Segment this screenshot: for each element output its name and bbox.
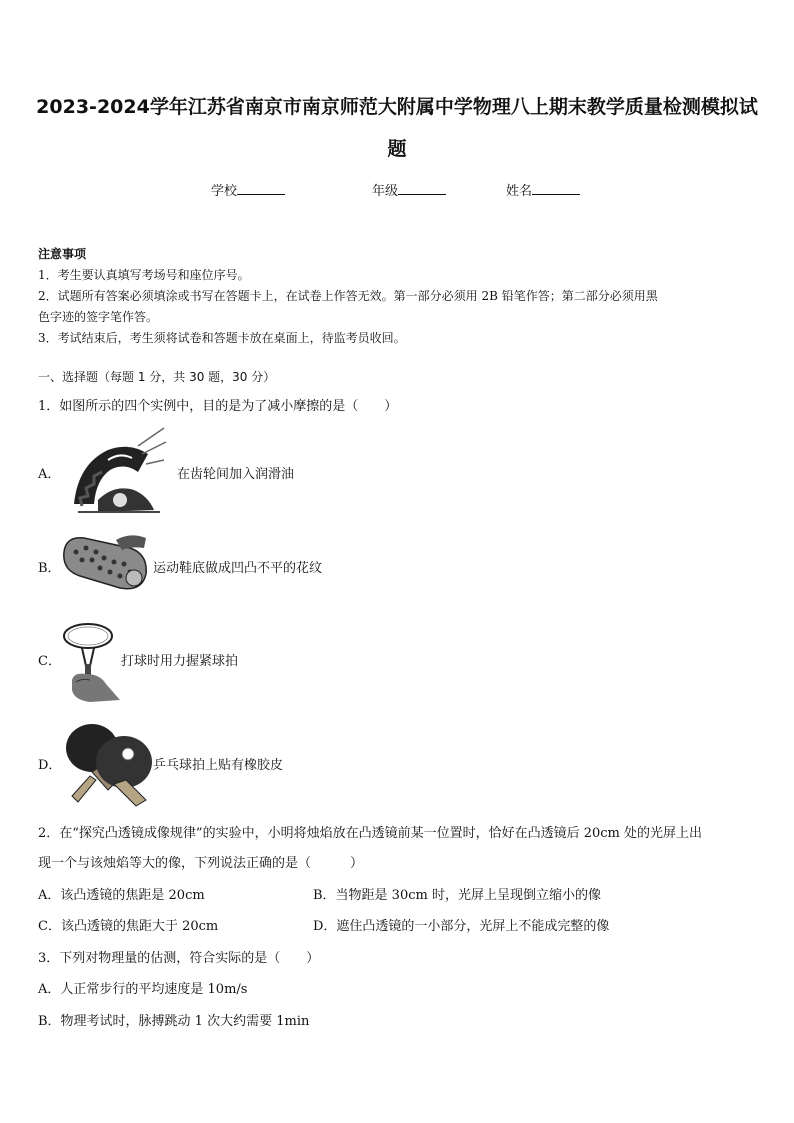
- grade-blank[interactable]: [398, 182, 446, 195]
- note-item: 1．考生要认真填写考场号和座位序号。: [38, 268, 250, 282]
- exam-title: [30, 86, 764, 170]
- school-blank[interactable]: [237, 182, 285, 195]
- question-2-stem-line-2: 现一个与该烛焰等大的像，下列说法正确的是（ ）: [38, 856, 364, 871]
- note-item: 2．试题所有答案必须填涂或书写在答题卡上，在试卷上作答无效。第一部分必须用 2B 铅笔作答；第二部分必须用黑: [38, 289, 658, 303]
- q1-option-b-text: 运动鞋底做成凹凸不平的花纹: [153, 561, 323, 576]
- question-2-stem-line-1: 2．在“探究凸透镜成像规律”的实验中，小明将烛焰放在凸透镜前某一位置时，恰好在凸透镜后 20cm 处的光屏上出: [38, 826, 702, 841]
- notes-block: [38, 244, 760, 349]
- school-field[interactable]: [211, 180, 285, 199]
- name-field[interactable]: [506, 180, 580, 199]
- note-item: 3．考试结束后，考生须将试卷和答题卡放在桌面上，待监考员收回。: [38, 331, 406, 345]
- q1-option-c-letter[interactable]: C．: [38, 654, 61, 669]
- grade-field[interactable]: [372, 180, 446, 199]
- q1-option-d-letter[interactable]: D．: [38, 758, 62, 773]
- grade-label: 年级: [372, 184, 399, 199]
- q1-option-a-text: 在齿轮间加入润滑油: [177, 467, 295, 482]
- tennis-racket-icon: [60, 620, 124, 708]
- q2-option-b[interactable]: B．当物距是 30cm 时，光屏上呈现倒立缩小的像: [313, 888, 601, 903]
- q2-option-d[interactable]: D．遮住凸透镜的一小部分，光屏上不能成完整的像: [313, 919, 610, 934]
- name-label: 姓名: [506, 184, 533, 199]
- shoe-icon: [60, 530, 152, 602]
- q2-option-a[interactable]: A．该凸透镜的焦距是 20cm: [38, 888, 205, 903]
- question-3-stem: 3．下列对物理量的估测，符合实际的是（ ）: [38, 951, 320, 966]
- q2-option-c[interactable]: C．该凸透镜的焦距大于 20cm: [38, 919, 219, 934]
- q3-option-b[interactable]: B．物理考试时，脉搏跳动 1 次大约需要 1min: [38, 1014, 310, 1029]
- q1-option-b-letter[interactable]: B．: [38, 561, 61, 576]
- gear-icon: [68, 424, 168, 520]
- name-blank[interactable]: [532, 182, 580, 195]
- q1-option-c-text: 打球时用力握紧球拍: [121, 654, 239, 669]
- q1-option-a-letter[interactable]: A．: [38, 467, 61, 482]
- ping-pong-paddle-icon: [62, 718, 156, 812]
- q3-option-a[interactable]: A．人正常步行的平均速度是 10m/s: [38, 982, 248, 997]
- title-line-1: 2023-2024学年江苏省南京市南京师范大附属中学物理八上期末教学质量检测模拟试: [36, 96, 758, 118]
- q1-option-d-text: 乒乓球拍上贴有橡胶皮: [153, 758, 284, 773]
- section-title: 一、选择题（每题 1 分，共 30 题，30 分）: [38, 370, 276, 384]
- note-item: 色字迹的签字笔作答。: [38, 310, 159, 324]
- school-label: 学校: [211, 184, 238, 199]
- notes-heading: 注意事项: [38, 247, 87, 261]
- question-1-stem: 1．如图所示的四个实例中，目的是为了减小摩擦的是（ ）: [38, 399, 398, 414]
- title-line-2: 题: [387, 138, 407, 160]
